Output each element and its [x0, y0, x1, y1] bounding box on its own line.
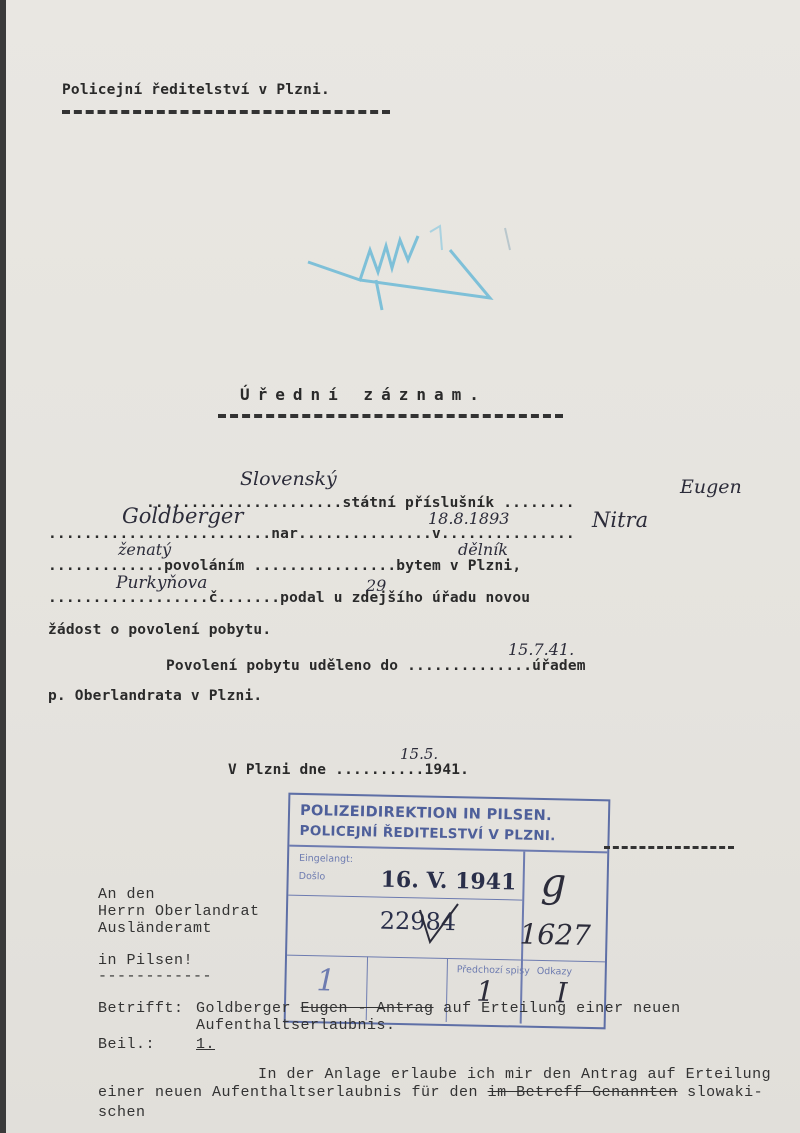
document-title: Úřední záznam. [240, 385, 487, 404]
hw-surname: Goldberger [122, 504, 244, 528]
stamp-hw-letter: g [540, 859, 567, 907]
form-line-1: ......................státní příslušník ........ [146, 495, 575, 511]
subject-text [196, 1000, 681, 1017]
blue-signature-mark [300, 210, 520, 320]
form-line-7: p. Oberlandrata v Plzni. [48, 688, 263, 704]
subject-line-2: Aufenthaltserlaubnis. [196, 1017, 396, 1034]
form-line-6: Povolení pobytu uděleno do ..............úřadem [166, 658, 586, 674]
page-edge [0, 0, 6, 1133]
address-line-1: An den [98, 886, 156, 903]
subject-struck: Eugen - Antrag [300, 1000, 434, 1017]
form-date-line: V Plzni dne ..........1941. [228, 762, 470, 778]
stamp-hw-mark-mid: 1 [475, 974, 495, 1009]
form-line-3: .............povoláním ................bytem v Plzni, [48, 558, 522, 574]
body-line-2-b: slowaki- [687, 1084, 764, 1101]
form-line-4: ..................č.......podal u zdejšího úřadu novou [48, 590, 531, 606]
stamp-hw-number: 1627 [519, 917, 592, 953]
hw-first-name: Eugen [680, 476, 742, 498]
hw-status: ženatý [118, 540, 172, 559]
hw-street: Purkyňova [116, 573, 208, 593]
stamp-hw-mark-right: I [555, 976, 568, 1010]
hw-birth-place: Nitra [592, 508, 649, 532]
body-line-1: In der Anlage erlaube ich mir den Antrag auf Erteilung [258, 1066, 772, 1083]
hw-birth-date: 18.8.1893 [428, 509, 510, 528]
body-line-2-a: einer neuen Aufenthaltserlaubnis für den [98, 1084, 479, 1101]
body-line-2 [98, 1084, 763, 1101]
stamp-divider [289, 845, 607, 854]
stamp-label-received: Eingelangt: [298, 852, 354, 866]
stamp-label-files: Předchozí spisy [456, 964, 530, 977]
subject-name: Goldberger [196, 1000, 292, 1017]
address-line-3: Ausländeramt [98, 920, 213, 937]
form-line-5: žádost o povolení pobytu. [48, 622, 272, 638]
stamp-label-copies: Odkazy [536, 965, 573, 978]
stamp-header-german: POLIZEIDIREKTION IN PILSEN. [299, 802, 553, 825]
stamp-trailing-dots [604, 846, 734, 849]
hw-date: 15.5. [400, 745, 439, 763]
header-underline [62, 110, 390, 114]
address-line-4: in Pilsen! [98, 952, 194, 969]
stamp-header-czech: POLICEJNÍ ŘEDITELSTVÍ V PLZNI. [299, 822, 556, 845]
body-line-3: schen [98, 1104, 146, 1121]
address-underline: ------------ [98, 968, 213, 985]
office-header: Policejní ředitelství v Plzni. [62, 82, 330, 98]
hw-occupation: dělník [458, 540, 508, 559]
hw-valid-until: 15.7.41. [508, 640, 575, 659]
attachment-label: Beil.: [98, 1036, 156, 1053]
form-line-2: .........................nar...............v............... [48, 526, 575, 542]
address-line-2: Herrn Oberlandrat [98, 903, 260, 920]
body-line-2-struck: im Betreff Genannten [487, 1084, 678, 1101]
attachment-value: 1. [196, 1036, 216, 1053]
checkmark-scribble [400, 900, 480, 960]
stamp-label-date: Došlo [298, 870, 326, 883]
stamp-hw-mark-left: 1 [316, 963, 336, 999]
subject-label: Betrifft: [98, 1000, 184, 1017]
hw-citizenship: Slovenský [240, 468, 337, 490]
subject-rest: auf Erteilung einer neuen [443, 1000, 681, 1017]
hw-house-number: 29 [366, 576, 387, 595]
stamp-number: 22984 [379, 906, 457, 937]
title-underline [218, 414, 563, 418]
stamp-date: 16. V. 1941 [380, 866, 517, 896]
